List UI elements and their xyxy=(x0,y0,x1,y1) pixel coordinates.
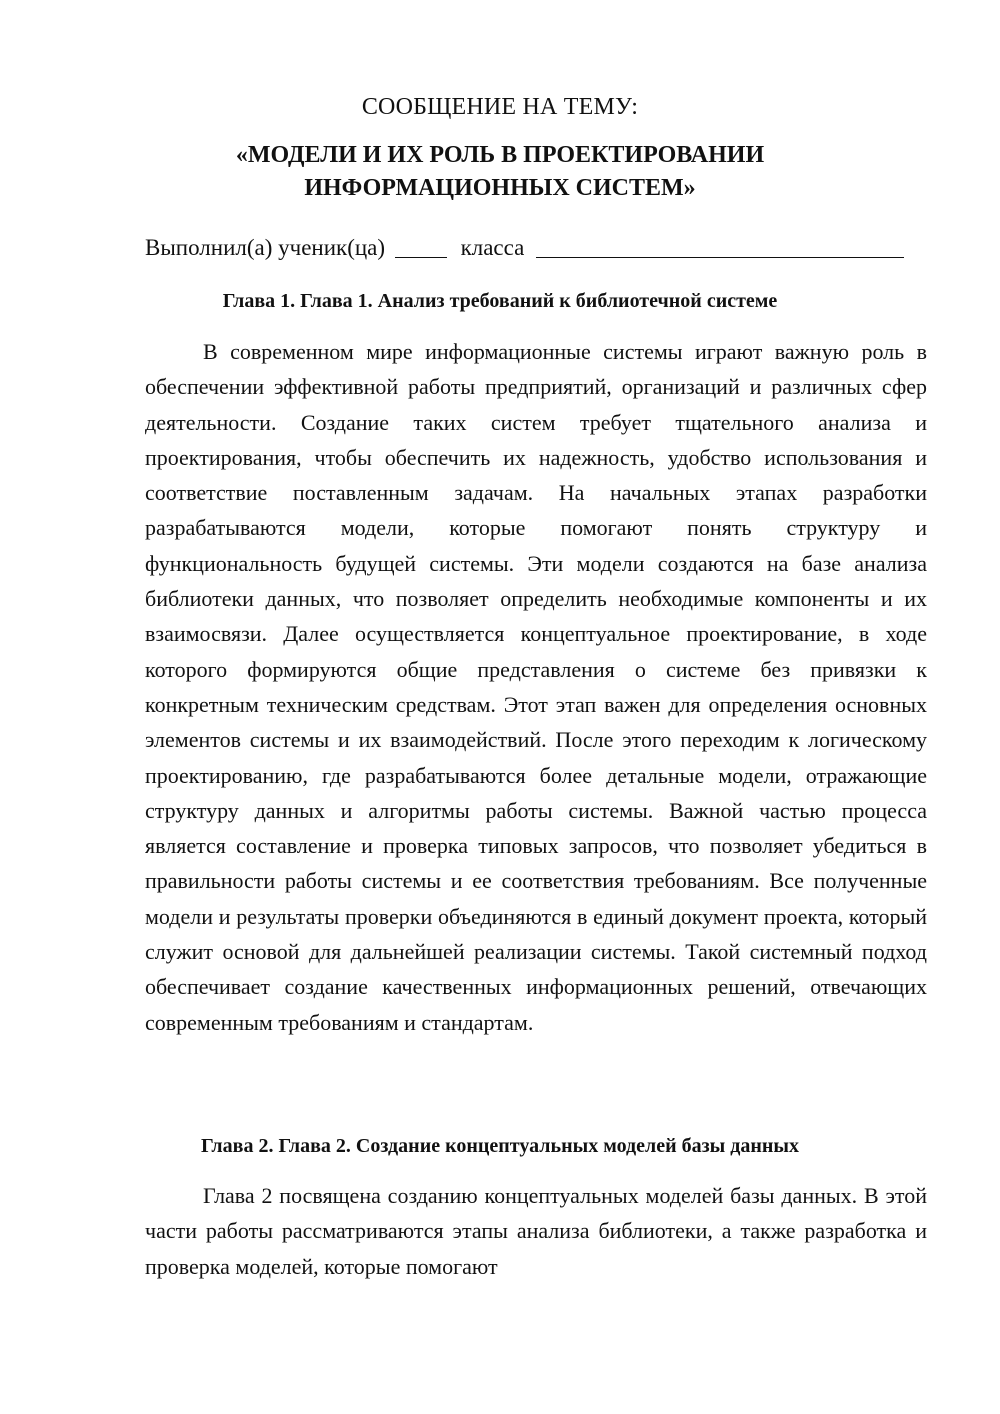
class-number-blank xyxy=(395,235,447,258)
chapter-1-paragraph: В современном мире информационные системы играют важную роль в обеспечении эффективной работы предприятий, организаций и различных сфер деятельности. Создание таких систем требует тщательного анализа и проектирования, чтобы обеспечить их надежность, удобство использования и соответствие поставленным задачам. На начальных этапах разработки разрабатываются модели, которые помогают понять структуру и функциональность будущей системы. Эти модели создаются на базе анализа библиотеки данных, что позволяет определить необходимые компоненты и их взаимосвязи. Далее осуществляется концептуальное проектирование, в ходе которого формируются общие представления о системе без привязки к конкретным техническим средствам. Этот этап важен для определения основных элементов системы и их взаимодействий. После этого переходим к логическому проектированию, где разрабатываются более детальные модели, отражающие структуру данных и алгоритмы работы системы. Важной частью процесса является составление и проверка типовых запросов, что позволяет убедиться в правильности работы системы и ее соответствия требованиям. Все полученные модели и результаты проверки объединяются в единый документ проекта, который служит основой для дальнейшей реализации системы. Такой системный подход обеспечивает создание качественных информационных решений, отвечающих современным требованиям и стандартам. xyxy=(145,339,927,1035)
author-class-word: класса xyxy=(460,235,525,260)
chapter-2-heading: Глава 2. Глава 2. Создание концептуальных моделей базы данных xyxy=(200,1135,800,1157)
document-topic-line1: «МОДЕЛИ И ИХ РОЛЬ В ПРОЕКТИРОВАНИИ xyxy=(235,142,765,168)
document-topic-line2: ИНФОРМАЦИОННЫХ СИСТЕМ» xyxy=(304,175,696,201)
author-prefix: Выполнил(а) ученик(ца) xyxy=(145,235,386,260)
document-title-label: СООБЩЕНИЕ НА ТЕМУ: xyxy=(361,94,639,120)
chapter-2-paragraph: Глава 2 посвящена созданию концептуальных моделей базы данных. В этой части работы рассматриваются этапы анализа библиотеки, а также разработка и проверка моделей, которые помогают xyxy=(145,1183,927,1279)
chapter-1-heading: Глава 1. Глава 1. Анализ требований к библиотечной системе xyxy=(222,290,778,312)
author-name-blank xyxy=(536,235,904,258)
author-line xyxy=(145,232,925,261)
